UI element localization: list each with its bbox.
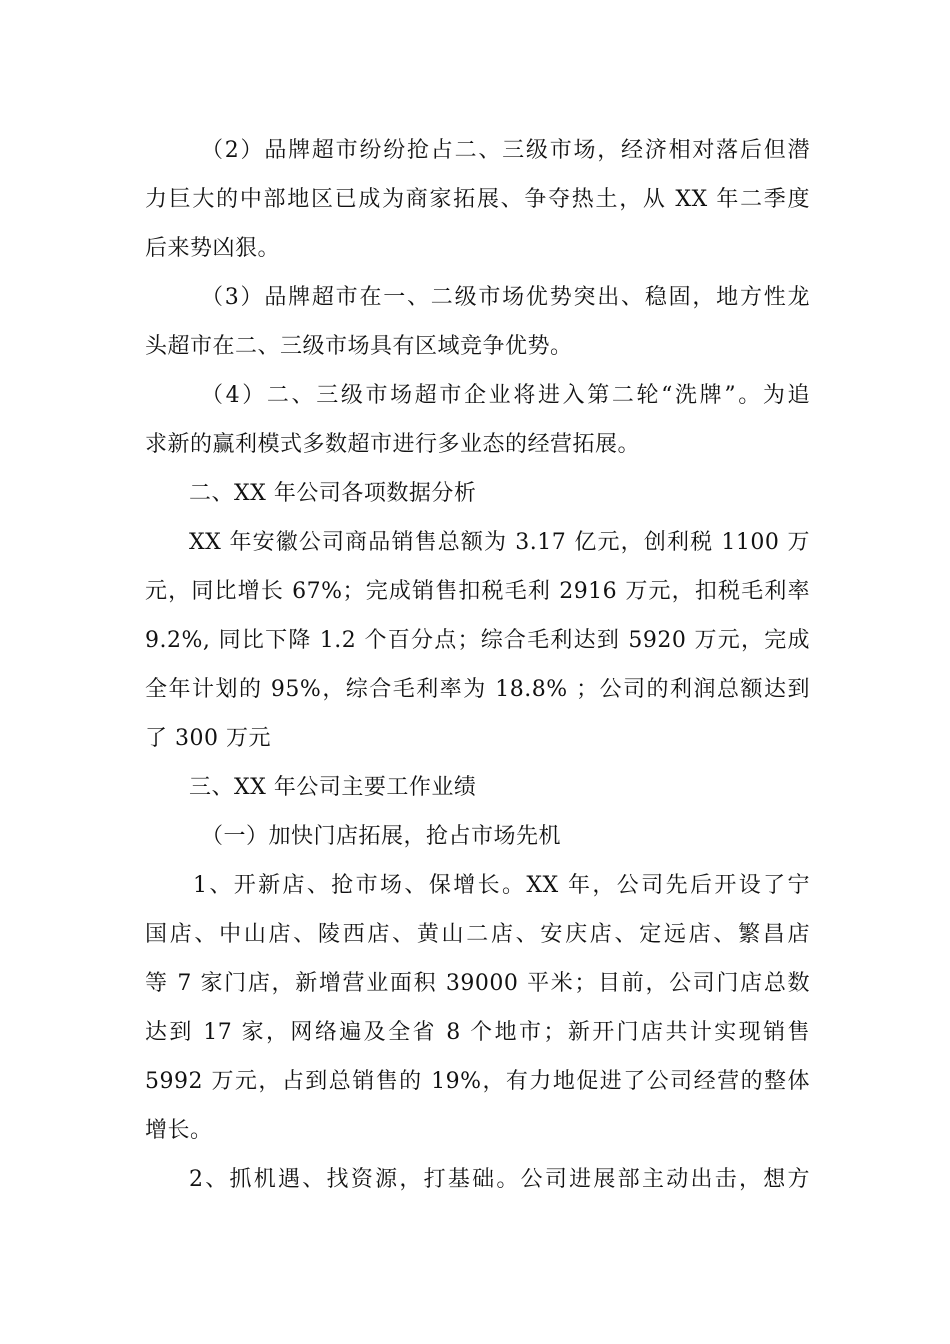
section-heading: 三、XX 年公司主要工作业绩 xyxy=(189,775,477,800)
text-line: 全年计划的 95%，综合毛利率为 18.8% ；公司的利润总额达到 xyxy=(145,677,810,702)
subsection-heading: （一）加快门店拓展，抢占市场先机 xyxy=(201,824,562,849)
text-line: （2）品牌超市纷纷抢占二、三级市场，经济相对落后但潜 xyxy=(201,138,810,163)
text-line: 求新的赢利模式多数超市进行多业态的经营拓展。 xyxy=(145,432,641,457)
body-text xyxy=(145,126,810,1204)
text-line: 2、抓机遇、找资源，打基础。公司进展部主动出击，想方 xyxy=(189,1167,810,1192)
text-line: 达到 17 家，网络遍及全省 8 个地市；新开门店共计实现销售 xyxy=(145,1020,810,1045)
text-line: 元，同比增长 67%；完成销售扣税毛利 2916 万元，扣税毛利率 xyxy=(145,579,810,604)
text-line: （4）二、三级市场超市企业将进入第二轮“洗牌”。为追 xyxy=(201,383,810,408)
section-heading: 二、XX 年公司各项数据分析 xyxy=(189,481,477,506)
text-line: （3）品牌超市在一、二级市场优势突出、稳固，地方性龙 xyxy=(201,285,810,310)
text-line: 等 7 家门店，新增营业面积 39000 平米；目前，公司门店总数 xyxy=(145,971,810,996)
text-line: 后来势凶狠。 xyxy=(145,236,281,261)
text-line: 力巨大的中部地区已成为商家拓展、争夺热土，从 XX 年二季度 xyxy=(145,187,810,212)
text-line: XX 年安徽公司商品销售总额为 3.17 亿元，创利税 1100 万 xyxy=(189,530,810,555)
text-line: 9.2%, 同比下降 1.2 个百分点；综合毛利达到 5920 万元，完成 xyxy=(145,628,810,653)
text-line: 国店、中山店、陵西店、黄山二店、安庆店、定远店、繁昌店 xyxy=(145,922,810,947)
text-line: 1、开新店、抢市场、保增长。XX 年，公司先后开设了宁 xyxy=(193,873,810,898)
text-line: 头超市在二、三级市场具有区域竞争优势。 xyxy=(145,334,573,359)
text-line: 增长。 xyxy=(145,1118,213,1143)
text-line: 了 300 万元 xyxy=(145,726,271,751)
text-line: 5992 万元，占到总销售的 19%，有力地促进了公司经营的整体 xyxy=(145,1069,810,1094)
